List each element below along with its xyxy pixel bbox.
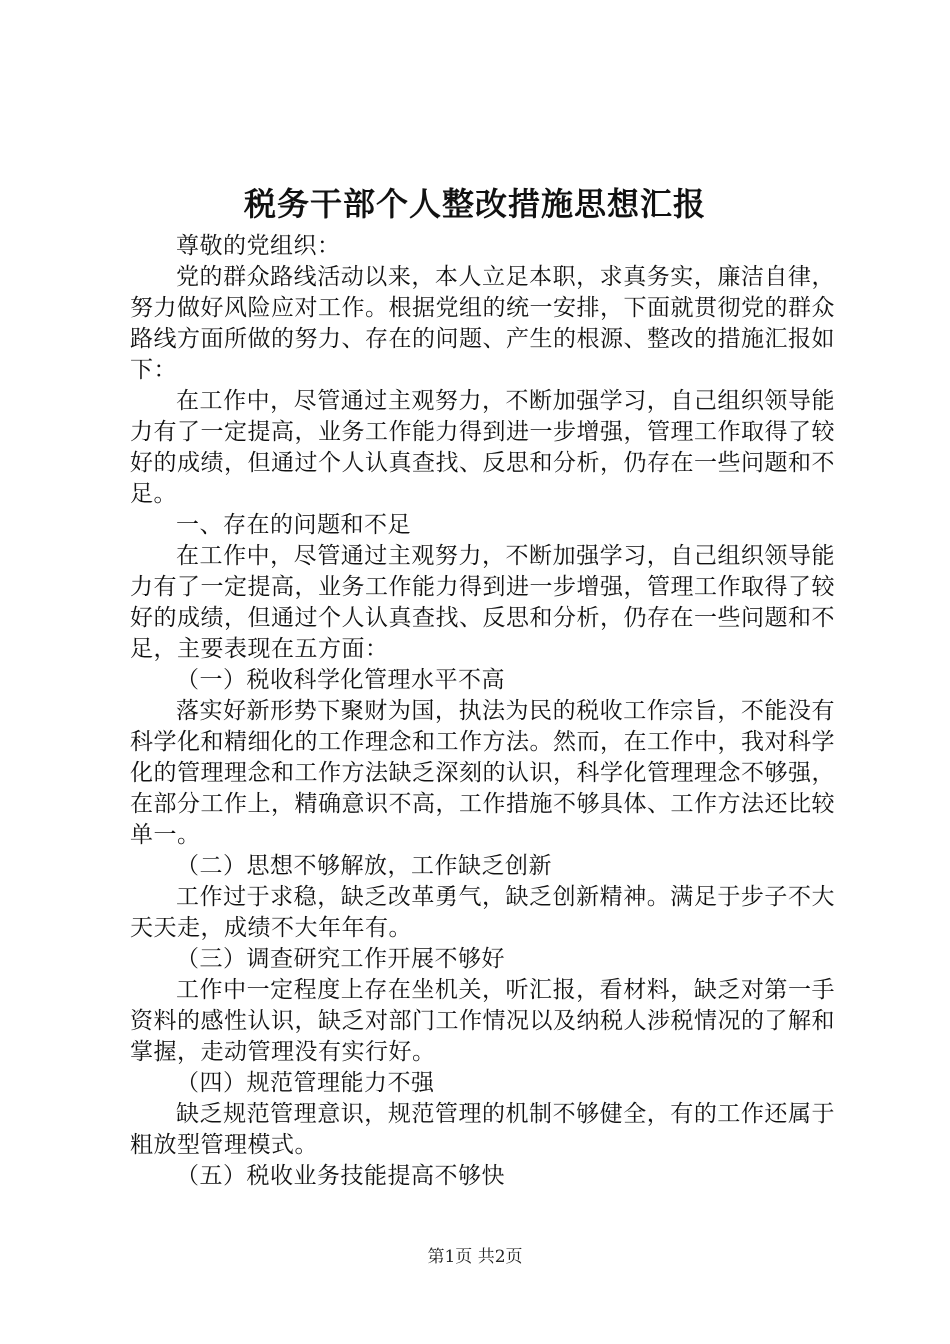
subheading-5: （五）税收业务技能提高不够快 <box>176 1163 505 1189</box>
problems-paragraph: 在工作中，尽管通过主观努力，不断加强学习，自己组织领导能力有了一定提高，业务工作能力得到进一步增强，管理工作取得了较好的成绩，但通过个人认真查找、反思和分析，仍存在一些问题和不足，主要表现在五方面： <box>130 543 835 662</box>
document-title: 税务干部个人整改措施思想汇报 <box>243 185 706 223</box>
document-body <box>130 231 835 1192</box>
subheading-1: （一）税收科学化管理水平不高 <box>176 667 505 693</box>
subheading-2: （二）思想不够解放，工作缺乏创新 <box>176 853 552 879</box>
page-footer: 第1页 共2页 <box>427 1247 523 1267</box>
subsection-4-paragraph: 缺乏规范管理意识，规范管理的机制不够健全，有的工作还属于粗放型管理模式。 <box>130 1101 835 1158</box>
subsection-3-paragraph: 工作中一定程度上存在坐机关，听汇报，看材料，缺乏对第一手资料的感性认识，缺乏对部门工作情况以及纳税人涉税情况的了解和掌握，走动管理没有实行好。 <box>130 977 835 1065</box>
subsection-2-paragraph: 工作过于求稳，缺乏改革勇气，缺乏创新精神。满足于步子不大天天走，成绩不大年年有。 <box>130 884 835 941</box>
section-heading-problems: 一、存在的问题和不足 <box>176 512 411 538</box>
subheading-3: （三）调查研究工作开展不够好 <box>176 946 505 972</box>
overview-paragraph: 在工作中，尽管通过主观努力，不断加强学习，自己组织领导能力有了一定提高，业务工作能力得到进一步增强，管理工作取得了较好的成绩，但通过个人认真查找、反思和分析，仍存在一些问题和不足。 <box>130 388 835 507</box>
subsection-1-paragraph: 落实好新形势下聚财为国，执法为民的税收工作宗旨，不能没有科学化和精细化的工作理念和工作方法。然而，在工作中，我对科学化的管理理念和工作方法缺乏深刻的认识，科学化管理理念不够强，在部分工作上，精确意识不高，工作措施不够具体、工作方法还比较单一。 <box>130 698 835 848</box>
intro-paragraph: 党的群众路线活动以来，本人立足本职，求真务实，廉洁自律，努力做好风险应对工作。根据党组的统一安排，下面就贯彻党的群众路线方面所做的努力、存在的问题、产生的根源、整改的措施汇报如下： <box>130 264 835 383</box>
subheading-4: （四）规范管理能力不强 <box>176 1070 435 1096</box>
salutation: 尊敬的党组织： <box>176 233 341 259</box>
